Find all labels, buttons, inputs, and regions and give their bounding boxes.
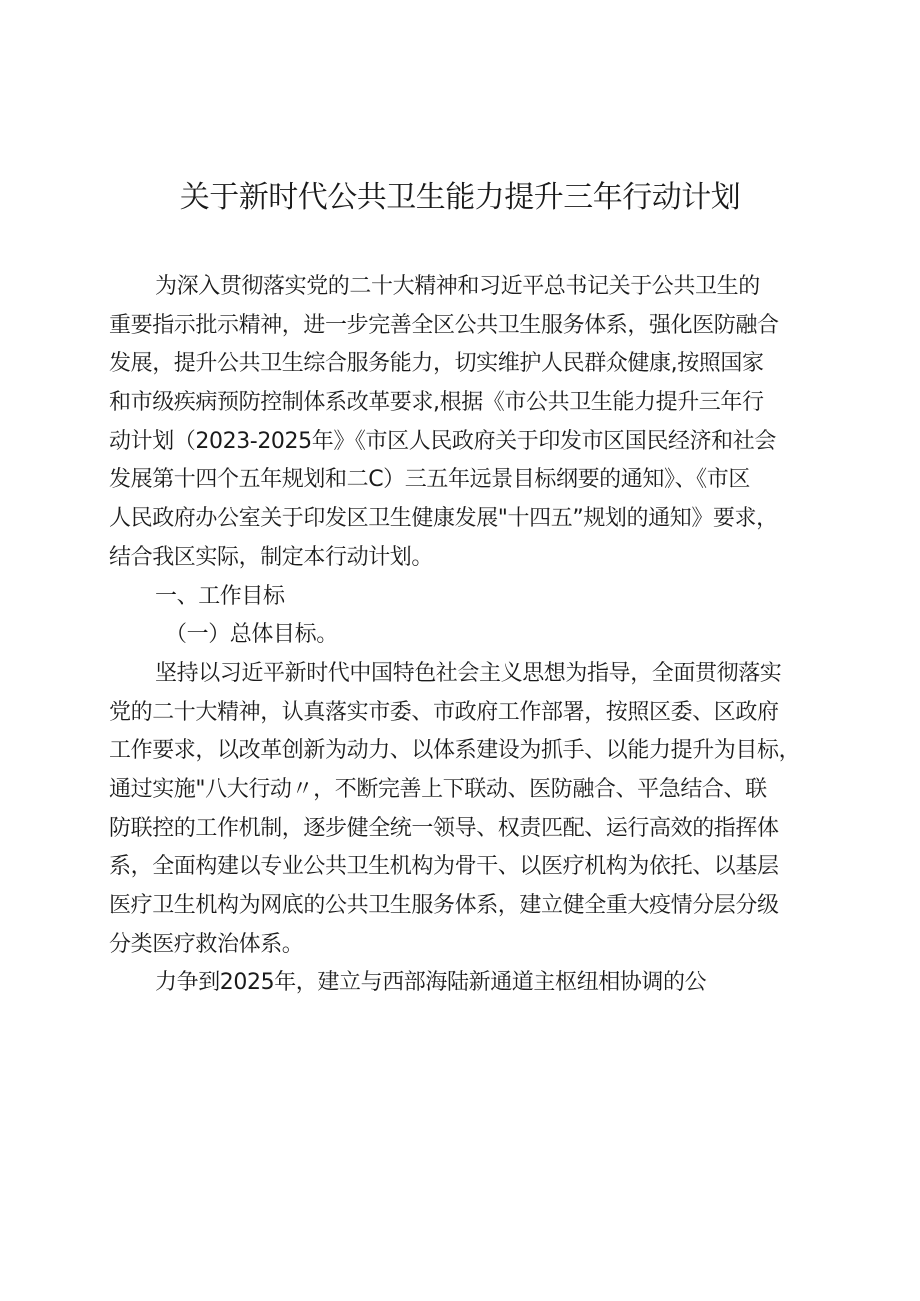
paragraph-line: 力争到2025年，建立与西部海陆新通道主枢纽相协调的公: [155, 970, 707, 996]
paragraph-line: 系，全面构建以专业公共卫生机构为骨干、以医疗机构为依托、以基层: [109, 854, 779, 880]
section-heading: 一、工作目标: [155, 583, 285, 609]
paragraph-line: 发展，提升公共卫生综合服务能力，切实维护人民群众健康,按照国家: [109, 351, 764, 377]
paragraph-line: 坚持以习近平新时代中国特色社会主义思想为指导，全面贯彻落实: [155, 660, 782, 686]
paragraph-line: 发展第十四个五年规划和二C）三五年远景目标纲要的通知》、《市区: [109, 467, 750, 493]
paragraph-line: 重要指示批示精神，进一步完善全区公共卫生服务体系，强化医防融合: [109, 312, 779, 338]
paragraph-line: 为深入贯彻落实党的二十大精神和习近平总书记关于公共卫生的: [155, 274, 760, 299]
paragraph-line: 党的二十大精神，认真落实市委、市政府工作部署，按照区委、区政府: [109, 699, 779, 725]
paragraph-line: 和市级疾病预防控制体系改革要求,根据《市公共卫生能力提升三年行: [109, 390, 764, 416]
paragraph-line: 结合我区实际，制定本行动计划。: [109, 544, 434, 570]
subsection-heading: （一）总体目标。: [165, 622, 338, 648]
paragraph-line: 通过实施"八大行动〃，不断完善上下联动、医防融合、平急结合、联: [109, 776, 767, 802]
paragraph-line: 动计划（2023-2025年》《市区人民政府关于印发市区国民经济和社会: [109, 428, 776, 454]
paragraph-line: 人民政府办公室关于印发区卫生健康发展"十四五”规划的通知》要求，: [109, 506, 778, 532]
document-title: 关于新时代公共卫生能力提升三年行动计划: [179, 180, 741, 215]
document-body: [109, 268, 833, 1003]
paragraph-line: 工作要求，以改革创新为动力、以体系建设为抓手、以能力提升为目标，: [109, 738, 801, 764]
paragraph-line: 分类医疗救治体系。: [109, 931, 304, 957]
paragraph-line: 医疗卫生机构为网底的公共卫生服务体系，建立健全重大疫情分层分级: [109, 893, 779, 918]
paragraph-line: 防联控的工作机制，逐步健全统一领导、权责匹配、运行高效的指挥体: [109, 815, 779, 841]
